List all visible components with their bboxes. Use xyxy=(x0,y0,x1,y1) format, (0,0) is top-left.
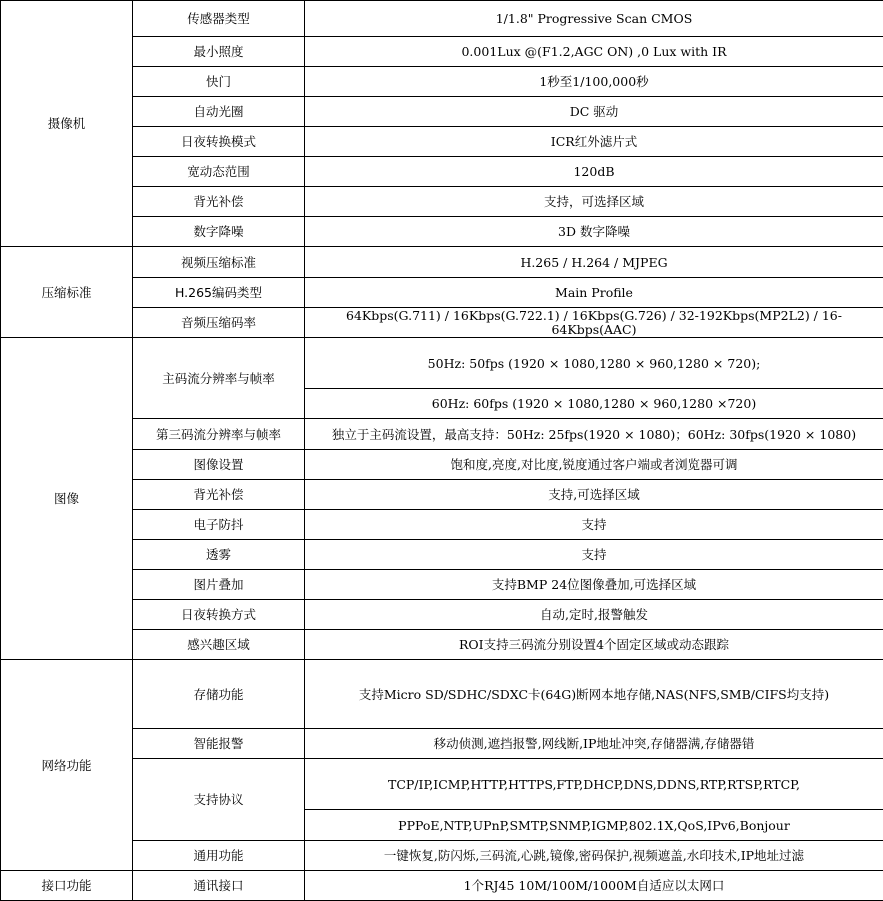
param-cell: 图像设置 xyxy=(133,450,305,480)
param-cell: 最小照度 xyxy=(133,37,305,67)
table-row xyxy=(1,308,883,338)
param-cell: 自动光圈 xyxy=(133,97,305,127)
table-row xyxy=(1,338,883,389)
table-row xyxy=(1,247,883,278)
value-cell: 0.001Lux @(F1.2,AGC ON) ,0 Lux with IR xyxy=(305,37,883,67)
table-row xyxy=(1,217,883,247)
param-cell: 透雾 xyxy=(133,540,305,570)
value-cell: ICR红外滤片式 xyxy=(305,127,883,157)
value-cell: 支持 xyxy=(305,540,883,570)
param-cell: 感兴趣区域 xyxy=(133,630,305,660)
category-cell: 接口功能 xyxy=(1,871,133,901)
param-cell: 视频压缩标准 xyxy=(133,247,305,278)
table-row xyxy=(1,97,883,127)
value-cell: 1个RJ45 10M/100M/1000M自适应以太网口 xyxy=(305,871,883,901)
value-cell: 支持,可选择区域 xyxy=(305,480,883,510)
value-cell: 支持 xyxy=(305,510,883,540)
table-row xyxy=(1,759,883,810)
value-cell: 支持Micro SD/SDHC/SDXC卡(64G)断网本地存储,NAS(NFS,SMB/CIFS均支持) xyxy=(305,660,883,729)
value-cell: DC 驱动 xyxy=(305,97,883,127)
param-cell: 智能报警 xyxy=(133,729,305,759)
table-row xyxy=(1,729,883,759)
value-cell: 饱和度,亮度,对比度,锐度通过客户端或者浏览器可调 xyxy=(305,450,883,480)
value-cell: PPPoE,NTP,UPnP,SMTP,SNMP,IGMP,802.1X,QoS,IPv6,Bonjour xyxy=(305,810,883,841)
table-row xyxy=(1,157,883,187)
param-cell: 通用功能 xyxy=(133,841,305,871)
param-cell: 电子防抖 xyxy=(133,510,305,540)
param-cell: 日夜转换模式 xyxy=(133,127,305,157)
table-row xyxy=(1,1,883,37)
value-cell: 独立于主码流设置，最高支持：50Hz: 25fps(1920 × 1080)；60Hz: 30fps(1920 × 1080) xyxy=(305,419,883,450)
value-cell: 支持BMP 24位图像叠加,可选择区域 xyxy=(305,570,883,600)
table-row xyxy=(1,600,883,630)
value-cell: 支持，可选择区域 xyxy=(305,187,883,217)
category-cell: 压缩标准 xyxy=(1,247,133,338)
value-cell: 自动,定时,报警触发 xyxy=(305,600,883,630)
table-row xyxy=(1,660,883,729)
param-cell: 音频压缩码率 xyxy=(133,308,305,338)
param-cell: 宽动态范围 xyxy=(133,157,305,187)
table-row xyxy=(1,187,883,217)
table-row xyxy=(1,67,883,97)
value-cell: 一键恢复,防闪烁,三码流,心跳,镜像,密码保护,视频遮盖,水印技术,IP地址过滤 xyxy=(305,841,883,871)
value-cell: 60Hz: 60fps (1920 × 1080,1280 × 960,1280 ×720) xyxy=(305,389,883,419)
category-cell: 图像 xyxy=(1,338,133,660)
value-cell: 移动侦测,遮挡报警,网线断,IP地址冲突,存储器满,存储器错 xyxy=(305,729,883,759)
value-cell: H.265 / H.264 / MJPEG xyxy=(305,247,883,278)
param-cell: 第三码流分辨率与帧率 xyxy=(133,419,305,450)
param-cell: 日夜转换方式 xyxy=(133,600,305,630)
value-cell: 50Hz: 50fps (1920 × 1080,1280 × 960,1280 × 720); xyxy=(305,338,883,389)
table-row xyxy=(1,841,883,871)
table-row xyxy=(1,278,883,308)
param-cell: 背光补偿 xyxy=(133,187,305,217)
value-cell: Main Profile xyxy=(305,278,883,308)
value-cell: 1/1.8" Progressive Scan CMOS xyxy=(305,1,883,37)
param-cell: 传感器类型 xyxy=(133,1,305,37)
table-row xyxy=(1,570,883,600)
param-cell: 快门 xyxy=(133,67,305,97)
param-cell: 数字降噪 xyxy=(133,217,305,247)
value-cell: ROI支持三码流分别设置4个固定区域或动态跟踪 xyxy=(305,630,883,660)
category-cell: 网络功能 xyxy=(1,660,133,871)
table-row xyxy=(1,540,883,570)
table-row xyxy=(1,480,883,510)
table-row xyxy=(1,419,883,450)
table-row xyxy=(1,37,883,67)
param-cell: 支持协议 xyxy=(133,759,305,841)
param-cell: 背光补偿 xyxy=(133,480,305,510)
value-cell: 3D 数字降噪 xyxy=(305,217,883,247)
param-cell: 图片叠加 xyxy=(133,570,305,600)
param-cell: H.265编码类型 xyxy=(133,278,305,308)
table-row xyxy=(1,871,883,901)
value-cell: 1秒至1/100,000秒 xyxy=(305,67,883,97)
table-row xyxy=(1,450,883,480)
value-cell: 120dB xyxy=(305,157,883,187)
value-cell: TCP/IP,ICMP,HTTP,HTTPS,FTP,DHCP,DNS,DDNS,RTP,RTSP,RTCP, xyxy=(305,759,883,810)
table-row xyxy=(1,630,883,660)
category-cell: 摄像机 xyxy=(1,1,133,247)
param-cell: 存储功能 xyxy=(133,660,305,729)
param-cell: 通讯接口 xyxy=(133,871,305,901)
table-row xyxy=(1,127,883,157)
param-cell: 主码流分辨率与帧率 xyxy=(133,338,305,419)
table-row xyxy=(1,510,883,540)
value-cell: 64Kbps(G.711) / 16Kbps(G.722.1) / 16Kbps(G.726) / 32-192Kbps(MP2L2) / 16-64Kbps(AAC) xyxy=(305,308,883,338)
